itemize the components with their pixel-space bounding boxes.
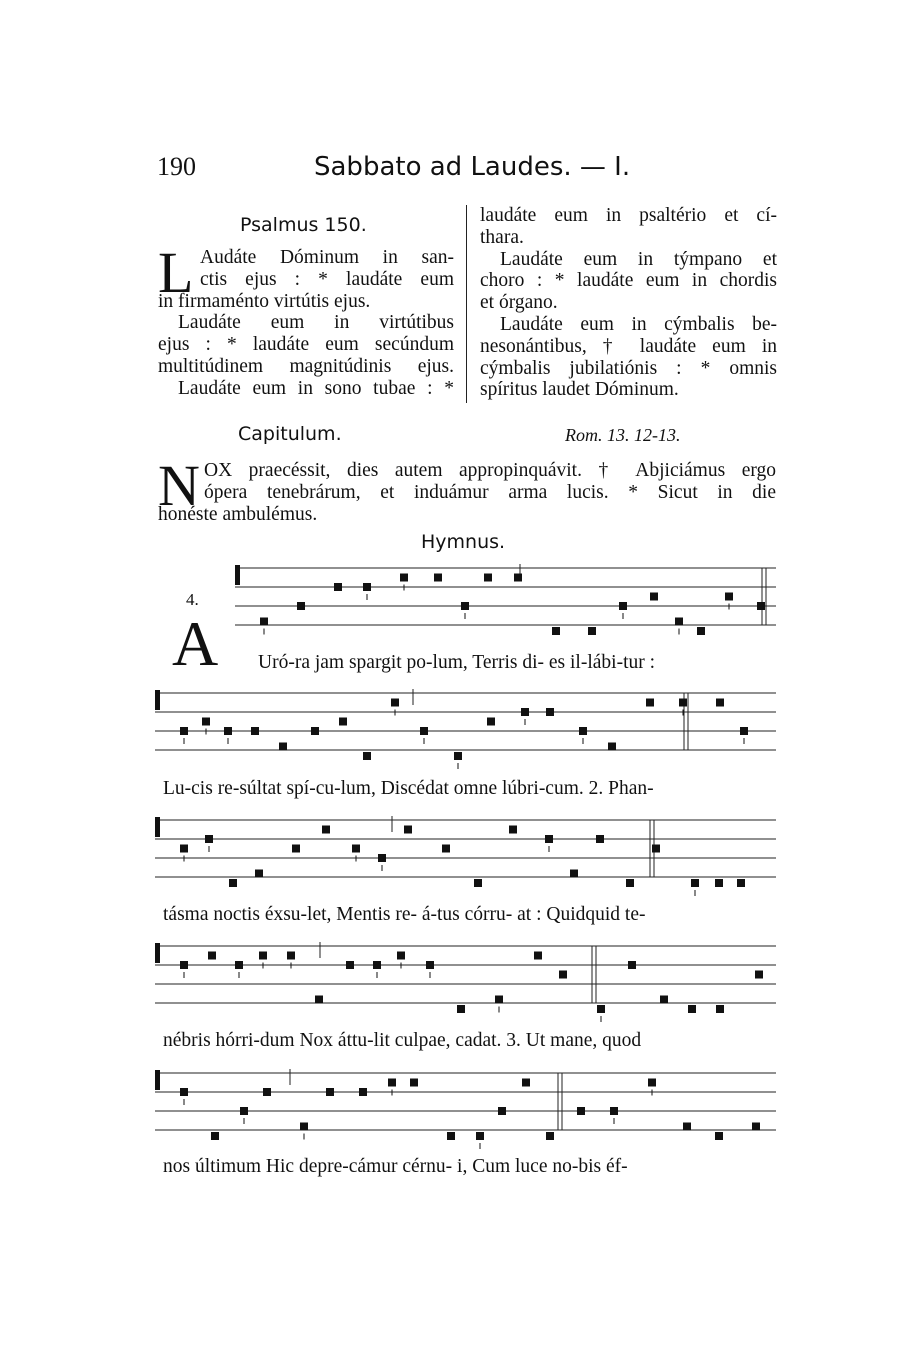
neume	[646, 699, 654, 707]
neume	[240, 1107, 248, 1115]
clef-mark	[155, 817, 160, 837]
psalm-line: laudáte eum in psaltério et cí-	[480, 205, 777, 226]
psalm-line: ejus : * laudáte eum secúndum	[158, 334, 454, 356]
neume	[546, 1132, 554, 1140]
neume	[205, 835, 213, 843]
neume	[311, 727, 319, 735]
hymn-lyric-line: nos últimum Hic depre-cámur cérnu- i, Cum luce no-bis éf-	[163, 1156, 628, 1177]
neume	[420, 727, 428, 735]
neume	[391, 699, 399, 707]
neume	[596, 835, 604, 843]
neume	[715, 1132, 723, 1140]
neume	[652, 845, 660, 853]
neume	[725, 593, 733, 601]
neume	[534, 952, 542, 960]
psalm-line: multitúdinem magnitúdinis ejus.	[158, 355, 454, 377]
neume	[752, 1123, 760, 1131]
neume	[457, 1005, 465, 1013]
neume	[570, 870, 578, 878]
neume	[292, 845, 300, 853]
mode-number: 4.	[186, 590, 199, 609]
neume	[363, 583, 371, 591]
neume	[697, 627, 705, 635]
neume	[346, 961, 354, 969]
neume	[208, 952, 216, 960]
psalm-line: et órgano.	[480, 292, 558, 314]
neume	[740, 727, 748, 735]
neume	[660, 996, 668, 1004]
neume	[251, 727, 259, 735]
neume	[410, 1079, 418, 1087]
psalm-line: nesonántibus, † laudáte eum in	[480, 335, 777, 357]
neume	[577, 1107, 585, 1115]
neume	[716, 699, 724, 707]
capitulum-line: ópera tenebrárum, et induámur arma lucis. * Sicut in die	[204, 481, 776, 503]
neume	[461, 602, 469, 610]
hymn-lyric-line: nébris hórri-dum Nox áttu-lit culpae, cadat. 3. Ut mane, quod	[163, 1030, 642, 1051]
neume	[259, 952, 267, 960]
neume	[434, 574, 442, 582]
neume	[426, 961, 434, 969]
neume	[757, 602, 765, 610]
running-title: Sabbato ad Laudes. — I.	[314, 152, 631, 182]
hymn-lyric-line: Uró-ra jam spargit po-lum, Terris di- es il-lábi-tur :	[258, 652, 656, 673]
psalm-line: spíritus laudet Dóminum.	[480, 379, 679, 401]
neume	[546, 708, 554, 716]
clef-mark	[235, 565, 240, 585]
psalm-line: Laudáte eum in sono tubae : *	[178, 377, 454, 399]
neume	[180, 961, 188, 969]
neume	[202, 718, 210, 726]
neume	[447, 1132, 455, 1140]
neume	[180, 727, 188, 735]
psalm-title: Psalmus 150.	[240, 214, 367, 236]
neume	[388, 1079, 396, 1087]
neume	[679, 699, 687, 707]
neume	[315, 996, 323, 1004]
capitulum-drop-initial: N	[158, 453, 200, 518]
neume	[597, 1005, 605, 1013]
neume	[691, 879, 699, 887]
neume	[755, 971, 763, 979]
neume	[235, 961, 243, 969]
neume	[339, 718, 347, 726]
neume	[514, 574, 522, 582]
psalm-line: cýmbalis jubilatiónis : * omnis	[480, 357, 777, 379]
neume	[322, 826, 330, 834]
neume	[211, 1132, 219, 1140]
neume	[180, 845, 188, 853]
neume	[326, 1088, 334, 1096]
neume	[579, 727, 587, 735]
neume	[610, 1107, 618, 1115]
neume	[650, 593, 658, 601]
neume	[495, 996, 503, 1004]
neume	[263, 1088, 271, 1096]
neume	[675, 618, 683, 626]
neume	[359, 1088, 367, 1096]
neume	[397, 952, 405, 960]
neume	[628, 961, 636, 969]
neume	[300, 1123, 308, 1131]
neume	[352, 845, 360, 853]
neume	[474, 879, 482, 887]
neume	[363, 752, 371, 760]
neume	[404, 826, 412, 834]
psalm-line: Audáte Dóminum in san-	[200, 247, 454, 268]
neume	[260, 618, 268, 626]
neume	[442, 845, 450, 853]
neume	[522, 1079, 530, 1087]
neume	[487, 718, 495, 726]
hymn-drop-initial: A	[172, 608, 219, 679]
psalm-line: Laudáte eum in virtútibus	[178, 312, 454, 334]
neume	[715, 879, 723, 887]
neume	[552, 627, 560, 635]
psalm-drop-initial: L	[158, 240, 194, 305]
neume	[521, 708, 529, 716]
neume	[498, 1107, 506, 1115]
psalm-line: choro : * laudáte eum in chordis	[480, 270, 777, 292]
capitulum-reference: Rom. 13. 12-13.	[565, 425, 681, 445]
neume	[180, 1088, 188, 1096]
psalm-line: Laudáte eum in týmpano et	[500, 248, 777, 270]
psalm-line: ctis ejus : * laudáte eum	[200, 268, 454, 290]
neume	[737, 879, 745, 887]
neume	[287, 952, 295, 960]
neume	[297, 602, 305, 610]
neume	[683, 1123, 691, 1131]
neume	[509, 826, 517, 834]
page-number: 190	[157, 152, 196, 181]
neume	[608, 743, 616, 751]
psalm-line: in firmaménto virtútis ejus.	[158, 290, 371, 312]
neume	[378, 854, 386, 862]
neume	[716, 1005, 724, 1013]
capitulum-line: honéste ambulémus.	[158, 503, 318, 525]
neume	[224, 727, 232, 735]
psalm-line: Laudáte eum in cýmbalis be-	[500, 313, 777, 335]
clef-mark	[155, 690, 160, 710]
hymn-title: Hymnus.	[421, 531, 506, 553]
neume	[229, 879, 237, 887]
neume	[476, 1132, 484, 1140]
neume	[648, 1079, 656, 1087]
hymn-lyric-line: Lu-cis re-súltat spí-cu-lum, Discédat omne lúbri-cum. 2. Phan-	[163, 778, 654, 799]
neume	[626, 879, 634, 887]
psalm-line: thara.	[480, 226, 524, 248]
neume	[454, 752, 462, 760]
neume	[400, 574, 408, 582]
hymn-lyric-line: tásma noctis éxsu-let, Mentis re- á-tus córru- at : Quidquid te-	[163, 904, 646, 925]
neume	[588, 627, 596, 635]
neume	[279, 743, 287, 751]
neume	[334, 583, 342, 591]
neume	[545, 835, 553, 843]
neume	[688, 1005, 696, 1013]
clef-mark	[155, 943, 160, 963]
clef-mark	[155, 1070, 160, 1090]
neume	[255, 870, 263, 878]
neume	[619, 602, 627, 610]
capitulum-line: OX praecéssit, dies autem appropinquávit. † Abjiciámus ergo	[204, 460, 776, 481]
neume	[559, 971, 567, 979]
neume	[373, 961, 381, 969]
neume	[484, 574, 492, 582]
capitulum-title: Capitulum.	[238, 423, 342, 445]
